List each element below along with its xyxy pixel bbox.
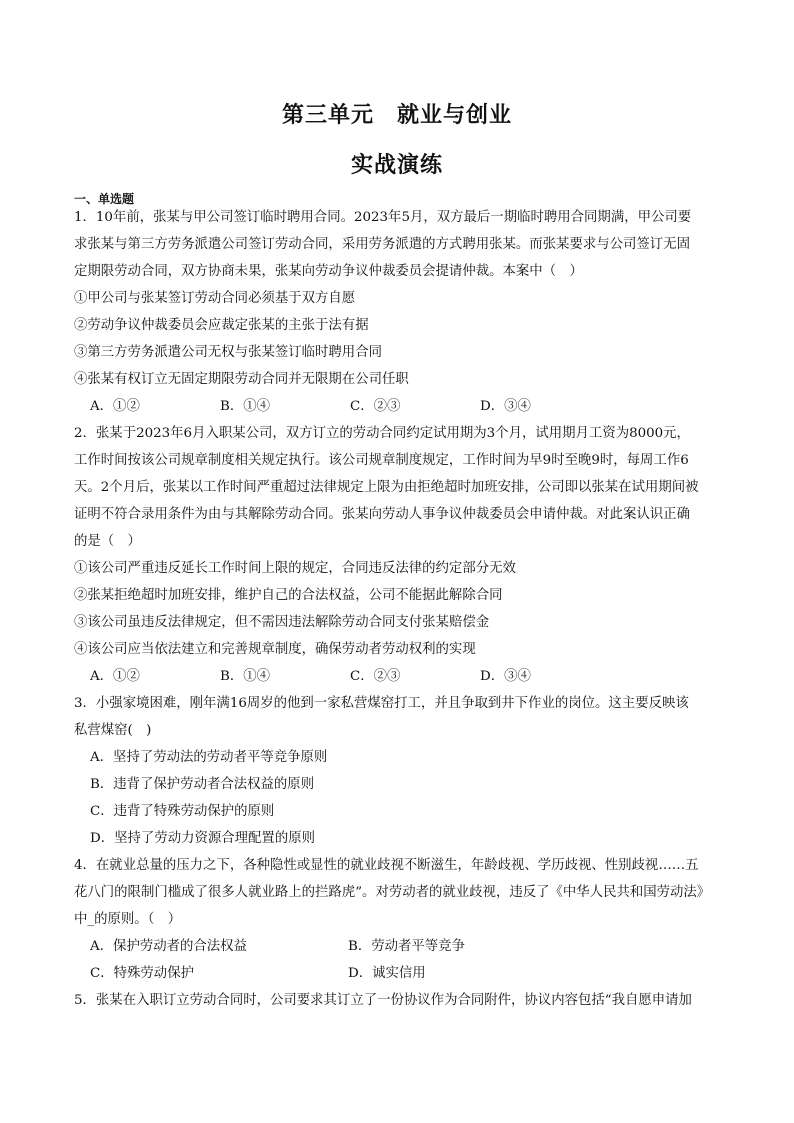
question-text-line: 花八门的限制门槛成了很多人就业路上的拦路虎”。对劳动者的就业歧视，违反了《中华人民共和国劳动法》 bbox=[74, 885, 711, 900]
question-text-line: 中_的原则。（ ） bbox=[74, 912, 182, 927]
statement-item: ④张某有权订立无固定期限劳动合同并无限期在公司任职 bbox=[74, 372, 409, 387]
option-b: B．劳动者平等竞争 bbox=[348, 939, 465, 954]
question-3 bbox=[74, 690, 724, 852]
question-2 bbox=[74, 420, 724, 690]
question-text-line: 5．张某在入职订立劳动合同时，公司要求其订立了一份协议作为合同附件，协议内容包括“我自愿申请加 bbox=[74, 993, 692, 1008]
option-c: C．②③ bbox=[350, 399, 401, 414]
option-a: A．坚持了劳动法的劳动者平等竞争原则 bbox=[90, 750, 328, 765]
section-heading: 一、单选题 bbox=[74, 192, 135, 206]
question-text-line: 天。2个月后，张某以工作时间严重超过法律规定上限为由拒绝超时加班安排，公司即以张某在试用期间被 bbox=[74, 480, 699, 495]
question-text-line: 3．小强家境困难，刚年满16周岁的他到一家私营煤窑打工，并且争取到井下作业的岗位。这主要反映该 bbox=[74, 696, 689, 711]
option-a: A．①② bbox=[90, 669, 140, 684]
statement-item: ②张某拒绝超时加班安排，维护自己的合法权益，公司不能据此解除合同 bbox=[74, 588, 503, 603]
answer-options bbox=[74, 663, 724, 690]
option-d: D．诚实信用 bbox=[348, 966, 426, 981]
answer-options-row-2 bbox=[74, 960, 724, 987]
option-a: A．保护劳动者的合法权益 bbox=[90, 939, 247, 954]
page-title: 第三单元 就业与创业 bbox=[281, 103, 512, 128]
question-text-line: 工作时间按该公司规章制度相关规定执行。该公司规章制度规定，工作时间为早9时至晚9时，每周工作6 bbox=[74, 453, 689, 468]
statement-item: ③第三方劳务派遣公司无权与张某签订临时聘用合同 bbox=[74, 345, 382, 360]
question-5 bbox=[74, 987, 724, 1014]
option-d: D．③④ bbox=[480, 669, 531, 684]
answer-options-row-1 bbox=[74, 933, 724, 960]
answer-options bbox=[74, 393, 724, 420]
question-text-line: 私营煤窑( ) bbox=[74, 723, 152, 738]
statement-item: ①该公司严重违反延长工作时间上限的规定，合同违反法律的约定部分无效 bbox=[74, 561, 516, 576]
question-1 bbox=[74, 204, 724, 420]
option-d: D．坚持了劳动力资源合理配置的原则 bbox=[90, 831, 315, 846]
option-a: A．①② bbox=[90, 399, 140, 414]
option-d: D．③④ bbox=[480, 399, 531, 414]
statement-item: ③该公司虽违反法律规定，但不需因违法解除劳动合同支付张某赔偿金 bbox=[74, 615, 490, 630]
question-text-line: 1．10年前，张某与甲公司签订临时聘用合同。2023年5月，双方最后一期临时聘用合同期满，甲公司要 bbox=[74, 210, 692, 225]
question-text-line: 求张某与第三方劳务派遣公司签订劳动合同，采用劳务派遣的方式聘用张某。而张某要求与公司签订无固 bbox=[74, 237, 690, 252]
page-subtitle: 实战演练 bbox=[350, 153, 443, 178]
option-c: C．特殊劳动保护 bbox=[90, 966, 194, 981]
statement-item: ①甲公司与张某签订劳动合同必须基于双方自愿 bbox=[74, 291, 356, 306]
option-b: B．①④ bbox=[220, 669, 271, 684]
statement-item: ②劳动争议仲裁委员会应裁定张某的主张于法有据 bbox=[74, 318, 369, 333]
question-text-line: 证明不符合录用条件为由与其解除劳动合同。张某向劳动人事争议仲裁委员会申请仲裁。对此案认识正确 bbox=[74, 507, 690, 522]
option-b: B．①④ bbox=[220, 399, 271, 414]
statement-item: ④该公司应当依法建立和完善规章制度，确保劳动者劳动权利的实现 bbox=[74, 642, 476, 657]
option-c: C．违背了特殊劳动保护的原则 bbox=[90, 804, 275, 819]
question-list bbox=[74, 204, 724, 1014]
question-text-line: 2．张某于2023年6月入职某公司，双方订立的劳动合同约定试用期为3个月，试用期月工资为8000元， bbox=[74, 426, 690, 441]
question-text-line: 的是（ ） bbox=[74, 534, 141, 549]
question-text-line: 4．在就业总量的压力之下，各种隐性或显性的就业歧视不断滋生，年龄歧视、学历歧视、性别歧视……五 bbox=[74, 858, 699, 873]
question-4 bbox=[74, 852, 724, 987]
option-b: B．违背了保护劳动者合法权益的原则 bbox=[90, 777, 315, 792]
option-c: C．②③ bbox=[350, 669, 401, 684]
question-text-line: 定期限劳动合同，双方协商未果，张某向劳动争议仲裁委员会提请仲裁。本案中（ ） bbox=[74, 264, 583, 279]
